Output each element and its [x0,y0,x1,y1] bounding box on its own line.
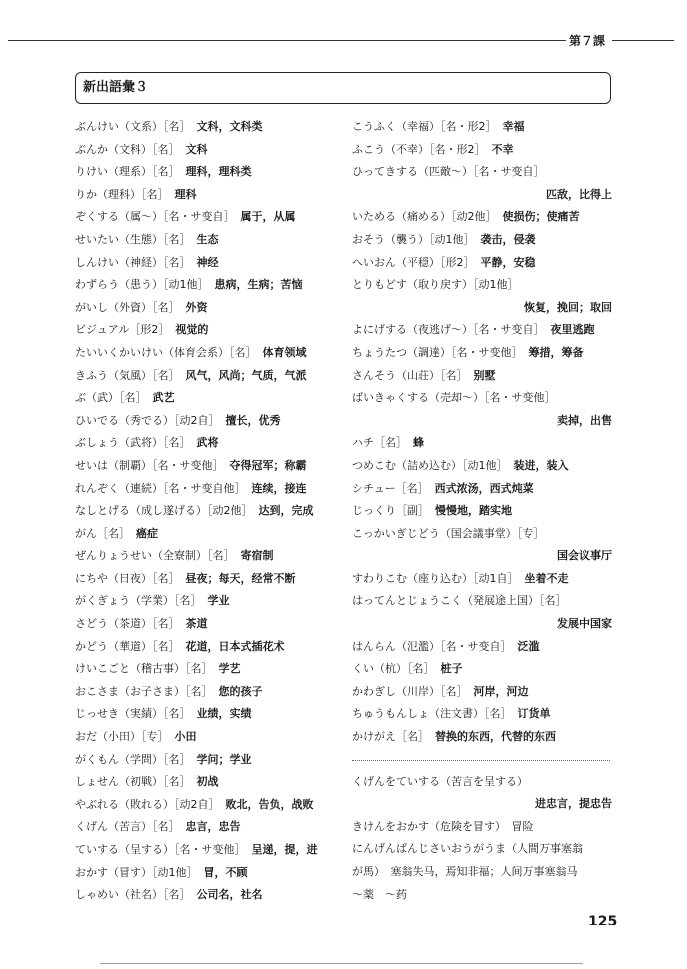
vocab-reading: りか（理科）［名］ [75,187,169,201]
vocab-column-right [352,116,612,906]
vocab-entry [75,229,337,252]
vocab-meaning: 平静，安稳 [480,255,536,269]
vocab-meaning: 昼夜；每天，经常不断 [185,571,296,585]
vocab-reading: ひってきする（匹敵～）［名・サ变自］ [352,165,545,179]
vocab-meaning: 武将 [196,436,219,450]
vocab-entry [352,636,612,659]
vocab-entry [75,545,337,568]
vocab-entry [352,387,612,410]
vocab-entry [75,252,337,275]
vocab-entry [75,884,337,907]
vocab-meaning: 外资 [185,300,208,314]
vocab-reading: にちや（日夜）［名］ [75,571,180,585]
vocab-reading: かけがえ［名］ [352,730,429,744]
vocab-meaning: 武艺 [152,391,175,405]
vocab-reading: がん［名］ [75,526,130,540]
vocab-entry [352,500,612,523]
vocab-reading: しゃめい（社名）［名］ [75,888,191,902]
vocab-reading: ビジュアル［形2］ [75,323,170,337]
vocab-entry [75,636,337,659]
vocab-reading: くげん（苦言）［名］ [75,820,180,834]
vocab-meaning: 花道，日本式插花术 [185,639,285,653]
vocab-entry [352,319,612,342]
meaning-continuation: 匹敌，比得上 [546,187,612,201]
vocab-column-left [75,116,337,907]
vocab-entry [352,229,612,252]
vocab-entry [75,161,337,184]
vocab-meaning: 学艺 [218,662,241,676]
vocab-meaning: 袭击，侵袭 [480,232,536,246]
vocab-reading: ぶ（武）［名］ [75,391,147,405]
vocab-meaning: 达到，完成 [258,504,314,518]
vocab-meaning: 蜂 [413,436,424,450]
vocab-reading: せいたい（生態）［名］ [75,232,191,246]
vocab-entry [75,839,337,862]
vocab-meaning: 公司名，社名 [196,888,263,902]
phrase-entry: くげんをていする（苦言を呈する） [352,774,528,788]
vocab-entry [75,613,337,636]
vocab-meaning: 风气，风尚；气质，气派 [185,368,307,382]
vocab-meaning: 学问；学业 [196,752,252,766]
vocab-entry [352,116,612,139]
vocab-entry [75,523,337,546]
meaning-continuation: 发展中国家 [557,617,612,631]
vocab-meaning: 茶道 [185,617,208,631]
vocab-entry [75,387,337,410]
vocab-reading: つめこむ（詰め込む）［动1他］ [352,458,508,472]
vocab-meaning: 泛滥 [517,639,540,653]
vocab-entry [75,658,337,681]
vocab-meaning: 寄宿制 [240,549,274,563]
vocab-entry [75,184,337,207]
vocab-meaning: 装进，装入 [513,458,569,472]
vocab-entry [352,365,612,388]
vocab-entry [75,478,337,501]
vocab-entry [75,590,337,613]
vocab-reading: さんそう（山荘）［名］ [352,368,468,382]
vocab-entry [352,206,612,229]
vocab-reading: ハチ［名］ [352,436,407,450]
vocab-reading: はんらん（氾濫）［名・サ变自］ [352,639,512,653]
vocab-entry [75,703,337,726]
phrase-entry: ～薬 ～药 [352,887,407,901]
vocab-reading: おかす（冒す）［动1他］ [75,865,198,879]
vocab-meaning: 患病，生病；苦恼 [214,278,303,292]
vocab-entry [352,139,612,162]
vocab-entry [352,342,612,365]
vocab-reading: ふこう（不幸）［名・形2］ [352,142,486,156]
vocab-entry [75,297,337,320]
vocab-entry [75,139,337,162]
vocab-entry [75,794,337,817]
vocab-entry [352,590,612,613]
vocab-reading: がいし（外資）［名］ [75,300,180,314]
vocab-reading: ていする（呈する）［名・サ变他］ [75,843,246,856]
vocab-reading: がくぎょう（学業）［名］ [75,594,202,608]
vocab-entry [75,116,337,139]
section-title: 新出語彙３ [75,72,611,104]
vocab-meaning: 使损伤；使痛苦 [502,210,580,224]
vocab-meaning: 属于，从属 [240,210,296,224]
vocab-meaning: 体育领域 [262,345,307,359]
vocab-meaning: 文科 [185,142,208,156]
vocab-reading: わずらう（患う）［动1他］ [75,278,209,292]
vocab-reading: とりもどす（取り戻す）［动1他］ [352,278,519,292]
vocab-entry [352,274,612,297]
vocab-meaning: 忠言，忠告 [185,820,241,834]
vocab-entry [352,161,612,184]
vocab-meaning: 别墅 [473,368,496,382]
bottom-rule [100,963,583,964]
vocab-meaning: 呈递，提，进 [251,843,318,856]
vocab-reading: へいおん（平穏）［形2］ [352,255,475,269]
header-rule-right [612,40,674,41]
vocab-reading: ぶんけい（文系）［名］ [75,120,191,133]
vocab-entry [75,726,337,749]
meaning-continuation: 进忠言，提忠告 [535,797,612,811]
phrase-entry: にんげんばんじさいおうがうま（人間万事塞翁 [352,842,583,856]
vocab-meaning: 筹措，筹备 [528,345,584,359]
page-number: 125 [588,914,618,925]
vocab-meaning: 幸福 [502,120,525,133]
vocab-meaning: 您的孩子 [218,684,263,698]
vocab-meaning: 冒，不顾 [203,865,248,879]
vocab-meaning: 慢慢地，踏实地 [435,504,512,518]
vocab-meaning: 神经 [196,255,219,269]
vocab-entry [75,342,337,365]
vocab-meaning: 不幸 [491,142,514,156]
vocab-entry [75,274,337,297]
meaning-continuation: 卖掉，出售 [557,413,612,427]
vocab-entry [352,523,612,546]
vocab-meaning: 视觉的 [175,323,209,337]
vocab-reading: おだ（小田）［专］ [75,730,169,744]
vocab-reading: おこさま（お子さま）［名］ [75,684,213,698]
vocab-entry [352,726,612,749]
vocab-reading: しんけい（神経）［名］ [75,255,191,269]
vocab-reading: れんぞく（連続）［名・サ变自他］ [75,481,246,495]
vocab-reading: ばいきゃくする（売却～）［名・サ变他］ [352,391,556,405]
vocab-reading: なしとげる（成し遂げる）［动2他］ [75,504,253,518]
vocab-entry [75,365,337,388]
vocab-meaning: 败北，告负，战败 [225,797,314,811]
phrase-entry: きけんをおかす（危険を冒す） 冒险 [352,819,534,833]
vocab-meaning: 订货单 [517,707,551,721]
vocab-reading: ひいでる（秀でる）［动2自］ [75,413,220,427]
vocab-entry [352,478,612,501]
vocab-entry [75,816,337,839]
vocab-entry [352,455,612,478]
vocab-reading: おそう（襲う）［动1他］ [352,232,475,246]
meaning-continuation: 国会议事厅 [557,549,612,563]
vocab-reading: じっせき（実績）［名］ [75,707,191,721]
vocab-reading: ぜんりょうせい（全寮制）［名］ [75,549,235,563]
vocab-reading: ちょうたつ（調達）［名・サ变他］ [352,345,523,359]
vocab-meaning: 连续，接连 [251,481,307,495]
vocab-reading: くい（杭）［名］ [352,662,435,676]
vocab-entry [75,206,337,229]
vocab-reading: さどう（茶道）［名］ [75,617,180,631]
vocab-reading: こっかいぎじどう（国会議事堂）［专］ [352,526,545,540]
lesson-label: 第７課 [569,34,606,48]
vocab-meaning: 文科，文科类 [196,120,263,133]
vocab-meaning: 业绩，实绩 [196,707,252,721]
vocab-entry [75,410,337,433]
vocab-reading: がくもん（学問）［名］ [75,752,191,766]
vocab-entry [352,703,612,726]
vocab-reading: やぶれる（敗れる）［动2自］ [75,797,220,811]
vocab-entry [352,658,612,681]
vocab-entry [75,455,337,478]
vocab-entry [75,771,337,794]
vocab-meaning: 理科 [174,187,197,201]
vocab-reading: はってんとじょうこく（発展途上国）［名］ [352,594,567,608]
vocab-reading: せいは（制覇）［名・サ变他］ [75,458,224,472]
vocab-reading: かわぎし（川岸）［名］ [352,684,468,698]
vocab-reading: すわりこむ（座り込む）［动1自］ [352,571,519,585]
meaning-continuation: 恢复，挽回；取回 [524,300,612,314]
vocab-entry [352,681,612,704]
vocab-meaning: 替换的东西，代替的东西 [435,730,556,744]
vocab-reading: ちゅうもんしょ（注文書）［名］ [352,707,512,721]
vocab-entry [352,568,612,591]
vocab-meaning: 学业 [207,594,230,608]
vocab-meaning: 坐着不走 [524,571,569,585]
phrase-entry: が馬） 塞翁失马，焉知非福；人间万事塞翁马 [352,865,578,878]
vocab-meaning: 夜里逃跑 [550,323,595,337]
vocab-reading: ぶんか（文科）［名］ [75,142,180,156]
vocab-reading: いためる（痛める）［动2他］ [352,210,497,224]
vocab-meaning: 理科，理科类 [185,165,252,179]
vocab-reading: かどう（華道）［名］ [75,639,180,653]
vocab-entry [75,749,337,772]
vocab-reading: しょせん（初戦）［名］ [75,775,191,789]
vocab-entry [75,681,337,704]
vocab-reading: たいいくかいけい（体育会系）［名］ [75,345,257,359]
vocab-meaning: 生态 [196,232,219,246]
vocab-reading: きふう（気風）［名］ [75,368,180,382]
header-rule [8,40,566,41]
vocab-reading: りけい（理系）［名］ [75,165,180,179]
vocab-reading: よにげする（夜逃げ～）［名・サ变自］ [352,323,545,337]
vocab-entry [75,862,337,885]
vocab-meaning: 西式浓汤，西式炖菜 [434,481,534,495]
vocab-entry [75,319,337,342]
vocab-meaning: 小田 [174,730,197,744]
vocab-entry [75,432,337,455]
vocab-entry [75,500,337,523]
vocab-meaning: 夺得冠军；称霸 [229,458,307,472]
vocab-meaning: 桩子 [440,662,463,676]
vocab-reading: けいこごと（稽古事）［名］ [75,662,213,676]
vocab-meaning: 河岸，河边 [473,684,529,698]
vocab-entry [352,252,612,275]
vocab-meaning: 癌症 [136,526,158,540]
phrase-divider [352,760,610,761]
vocab-reading: じっくり［副］ [352,504,429,518]
vocab-entry [75,568,337,591]
vocab-meaning: 擅长，优秀 [225,413,281,427]
vocab-reading: ぞくする（属～）［名・サ变自］ [75,210,235,224]
vocab-reading: こうふく（幸福）［名・形2］ [352,120,497,133]
vocab-reading: ぶしょう（武将）［名］ [75,436,191,450]
vocab-entry [352,432,612,455]
vocab-meaning: 初战 [196,775,219,789]
vocab-reading: シチュー［名］ [352,481,429,495]
